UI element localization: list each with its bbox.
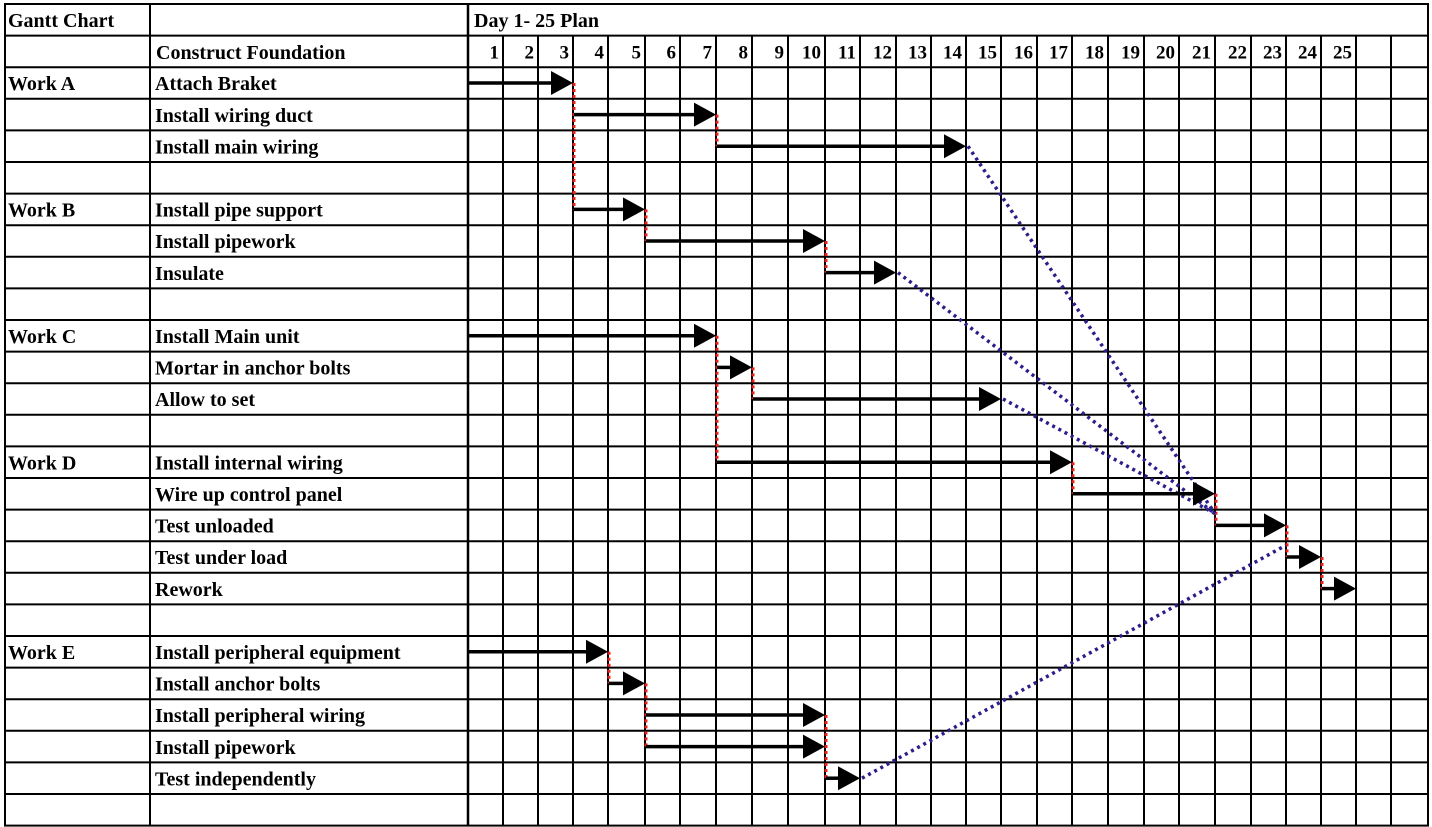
day-label: 12 bbox=[873, 42, 892, 64]
task-label: Install peripheral wiring bbox=[155, 705, 366, 728]
task-arrowhead bbox=[1334, 577, 1356, 601]
task-label: Install Main unit bbox=[155, 326, 300, 348]
task-label: Test under load bbox=[155, 547, 288, 570]
task-label: Install internal wiring bbox=[155, 452, 343, 475]
task-arrowhead bbox=[1299, 545, 1321, 569]
task-arrowhead bbox=[623, 671, 645, 695]
task-label: Wire up control panel bbox=[155, 484, 343, 506]
task-arrowhead bbox=[1264, 513, 1286, 537]
section-label: Work E bbox=[8, 642, 76, 664]
task-label: Mortar in anchor bolts bbox=[155, 357, 351, 380]
task-arrowhead bbox=[551, 71, 573, 95]
day-label: 6 bbox=[666, 42, 676, 64]
task-label: Insulate bbox=[155, 262, 224, 285]
task-arrowhead bbox=[803, 735, 825, 759]
task-arrowhead bbox=[623, 197, 645, 221]
day-label: 22 bbox=[1228, 42, 1247, 64]
day-label: 1 bbox=[489, 42, 499, 64]
task-bars bbox=[469, 71, 1356, 790]
convergence-link bbox=[968, 146, 1215, 513]
day-label: 23 bbox=[1263, 42, 1282, 64]
day-label: 14 bbox=[943, 42, 962, 64]
section-label: Work D bbox=[8, 452, 77, 475]
task-arrowhead bbox=[838, 766, 860, 790]
day-label: 10 bbox=[802, 42, 821, 64]
day-label: 4 bbox=[594, 42, 604, 64]
dependency-links bbox=[574, 83, 1322, 778]
day-label: 7 bbox=[702, 42, 712, 64]
task-label: Test independently bbox=[155, 768, 316, 791]
section-label: Work A bbox=[8, 73, 76, 96]
day-label: 20 bbox=[1156, 42, 1175, 64]
day-label: 21 bbox=[1192, 42, 1211, 64]
task-arrowhead bbox=[944, 134, 966, 158]
day-label: 15 bbox=[978, 42, 997, 64]
task-label: Install wiring duct bbox=[155, 104, 313, 127]
task-label: Attach Braket bbox=[155, 73, 277, 96]
day-label: 24 bbox=[1298, 42, 1317, 64]
construct-foundation-label: Construct Foundation bbox=[156, 42, 346, 64]
day-label: 25 bbox=[1333, 42, 1352, 64]
day-label: 13 bbox=[908, 42, 927, 64]
day-label: 2 bbox=[524, 42, 534, 64]
task-arrowhead bbox=[694, 103, 716, 127]
day-label: 8 bbox=[738, 42, 748, 64]
task-arrowhead bbox=[874, 261, 896, 285]
task-arrowhead bbox=[979, 387, 1001, 411]
task-arrowhead bbox=[1050, 450, 1072, 474]
day-label: 17 bbox=[1049, 42, 1068, 64]
task-label: Install pipework bbox=[155, 231, 296, 254]
day-label: 16 bbox=[1014, 42, 1033, 64]
task-arrowhead bbox=[803, 229, 825, 253]
task-arrowhead bbox=[694, 324, 716, 348]
task-label: Install pipe support bbox=[155, 199, 323, 222]
day-label: 9 bbox=[774, 42, 784, 64]
day-label: 11 bbox=[838, 42, 856, 64]
day-label: 3 bbox=[559, 42, 569, 64]
chart-title: Gantt Chart bbox=[8, 10, 115, 32]
day-label: 19 bbox=[1121, 42, 1140, 64]
task-arrowhead bbox=[1193, 482, 1215, 506]
convergence-link bbox=[862, 545, 1286, 778]
day-label: 18 bbox=[1085, 42, 1104, 64]
day-label: 5 bbox=[631, 42, 641, 64]
task-arrowhead bbox=[730, 355, 752, 379]
task-label: Install anchor bolts bbox=[155, 673, 321, 696]
task-arrowhead bbox=[803, 703, 825, 727]
task-label: Test unloaded bbox=[155, 515, 274, 538]
task-label: Rework bbox=[155, 578, 223, 601]
task-arrowhead bbox=[586, 640, 608, 664]
task-label: Install pipework bbox=[155, 736, 296, 759]
task-label: Install main wiring bbox=[155, 136, 319, 159]
section-label: Work C bbox=[8, 326, 77, 348]
task-label: Allow to set bbox=[155, 389, 255, 412]
task-label: Install peripheral equipment bbox=[155, 642, 401, 664]
section-label: Work B bbox=[8, 199, 76, 222]
plan-header: Day 1- 25 Plan bbox=[474, 10, 599, 32]
